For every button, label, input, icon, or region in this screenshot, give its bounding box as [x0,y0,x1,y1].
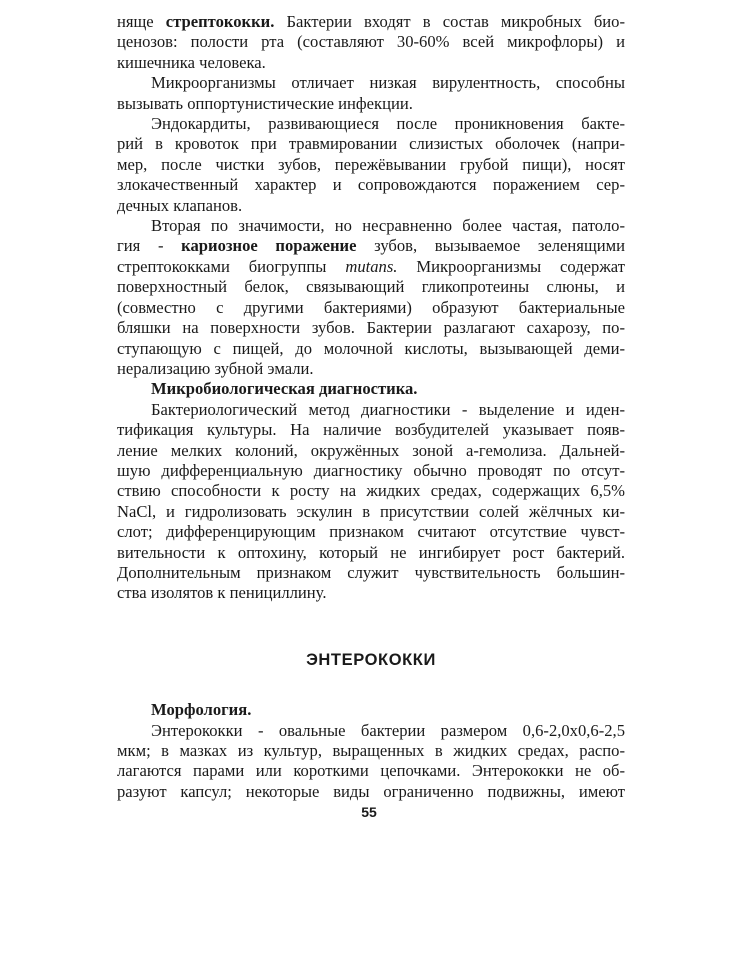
paragraph-streptococci-biocenosis [117,12,625,73]
text-line: ствию способности к росту на жидких средах, содержащих 6,5% [117,481,625,501]
text-line: мер, после чистки зубов, пережёвывании грубой пищи), носят [117,154,625,174]
text-line: вызывать оппортунистические инфекции. [117,93,413,113]
text-line: Энтерококки - овальные бактерии размером 0,6-2,0х0,6-2,5 [151,720,625,740]
text-line: рий в кровоток при травмировании слизистых оболочек (напри- [117,134,625,154]
text-line: мкм; в мазках из культур, выращенных в жидких средах, распо- [117,741,625,760]
text-line: NaCl, и гидролизовать эскулин в присутствии солей жёлчных ки- [117,501,625,521]
text-line: поверхностный белок, связывающий гликопротеины слюны, и [117,277,625,297]
text-line: злокачественный характер и сопровождаются поражением сер- [117,175,625,195]
subheading-morphology: Морфология. [151,700,252,720]
paragraph-endocarditis [117,114,625,216]
text-line: разуют капсул; некоторые виды ограниченно подвижны, имеют [117,781,625,801]
term-caries: кариозное поражение [181,236,357,256]
text-line: ление мелких колоний, окружённых зоной а-гемолиза. Дальней- [117,440,625,460]
text-line: Эндокардиты, развивающиеся после проникновения бакте- [151,114,625,134]
text-line: няще стрептококки. Бактерии входят в состав микробных био- [117,12,625,31]
text-line: Бактериологический метод диагностики - выделение и иден- [151,399,625,419]
text-line: ценозов: полости рта (составляют 30-60% всей микрофлоры) и [117,32,625,52]
text-line: шую дифференциальную диагностику обычно проводят по отсут- [117,460,625,480]
text-line: нерализацию зубной эмали. [117,358,314,378]
text-line: ступающую с пищей, до молочной кислоты, вызывающей деми- [117,338,625,358]
paragraph-virulence [117,73,625,114]
page-number: 55 [361,804,377,820]
text-line: вительности к оптохину, который не ингибирует рост бактерий. [117,542,625,562]
text-line: тификация культуры. На наличие возбудителей указывает появ- [117,420,625,440]
term-streptococci: стрептококки. [165,12,275,31]
paragraph-morphology [117,721,625,803]
paragraph-diagnostics [117,400,625,604]
text-line: Дополнительным признаком служит чувствительность большин- [117,562,625,582]
text-line: ства изолятов к пенициллину. [117,583,327,603]
text-line: бляшки на поверхности зубов. Бактерии разлагают сахарозу, по- [117,318,625,338]
text-line: (совместно с другими бактериями) образуют бактериальные [117,297,625,317]
text-line: стрептококками биогруппы mutans. Микроорганизмы содержат [117,256,625,276]
chapter-title: ЭНТЕРОКОККИ [306,650,436,669]
text-line: кишечника человека. [117,52,266,72]
paragraph-caries [117,216,625,379]
text-line: дечных клапанов. [117,195,243,215]
subheading-diagnostics: Микробиологическая диагностика. [151,379,418,399]
text-line: Микроорганизмы отличает низкая вирулентность, способны [151,73,625,93]
text-line: гия - кариозное поражение зубов, вызываемое зеленящими [117,236,625,256]
text-line: Вторая по значимости, но несравненно более частая, патоло- [151,216,625,236]
text-line: лагаются парами или короткими цепочками. Энтерококки не об- [117,761,625,781]
term-mutans: mutans. [345,256,398,276]
page-body [117,12,625,802]
text-line: слот; дифференцирующим признаком считают отсутствие чувст- [117,522,625,542]
